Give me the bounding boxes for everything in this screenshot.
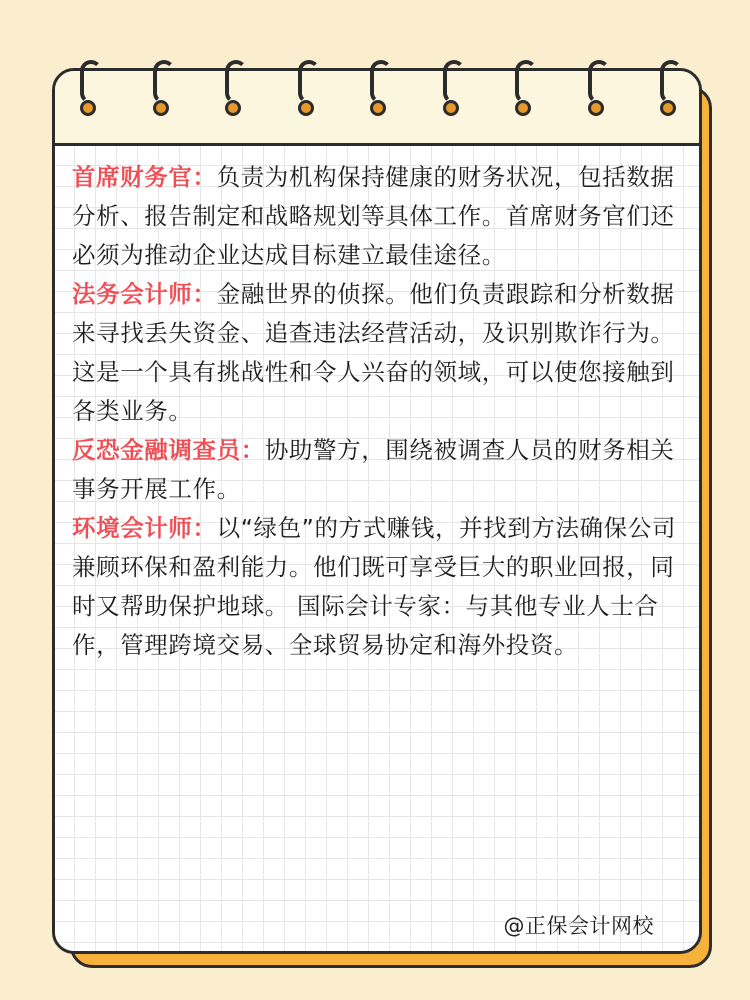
paragraph-text: 协助警方，围绕被调查人员的财务相关事务开展工作。 bbox=[72, 436, 675, 503]
ring-hole-icon bbox=[443, 100, 459, 116]
spiral-ring-icon bbox=[588, 60, 610, 104]
ring-hole-icon bbox=[80, 100, 96, 116]
ring-hole-icon bbox=[588, 100, 604, 116]
ring-hole-icon bbox=[370, 100, 386, 116]
term-label: 法务会计师： bbox=[72, 280, 217, 308]
term-label: 首席财务官： bbox=[72, 163, 217, 191]
paragraph-text: 负责为机构保持健康的财务状况，包括数据分析、报告制定和战略规划等具体工作。首席财务官们还必须为推动企业达成目标建立最佳途径。 bbox=[72, 163, 675, 269]
paragraph-text: 金融世界的侦探。他们负责跟踪和分析数据来寻找丢失资金、追查违法经营活动，及识别欺诈行为。这是一个具有挑战性和令人兴奋的领域，可以使您接触到各类业务。 bbox=[72, 280, 675, 425]
ring-hole-icon bbox=[660, 100, 676, 116]
ring-hole-icon bbox=[225, 100, 241, 116]
spiral-ring-icon bbox=[370, 60, 392, 104]
paragraph-environmental-accountant bbox=[72, 509, 692, 665]
ring-hole-icon bbox=[153, 100, 169, 116]
paragraph-forensic-accountant bbox=[72, 275, 692, 431]
spiral-ring-icon bbox=[515, 60, 537, 104]
term-label: 反恐金融调查员： bbox=[72, 436, 265, 464]
article-body bbox=[72, 158, 692, 665]
paragraph-counter-terror-investigator bbox=[72, 431, 692, 509]
spiral-ring-icon bbox=[660, 60, 682, 104]
ring-hole-icon bbox=[515, 100, 531, 116]
spiral-ring-icon bbox=[80, 60, 102, 104]
paragraph-text: 以“绿色”的方式赚钱，并找到方法确保公司兼顾环保和盈利能力。他们既可享受巨大的职业回报，同时又帮助保护地球。 国际会计专家：与其他专业人士合作，管理跨境交易、全球贸易协定和海外投资。 bbox=[72, 514, 676, 659]
spiral-ring-icon bbox=[153, 60, 175, 104]
term-label: 环境会计师： bbox=[72, 514, 217, 542]
paragraph-cfo bbox=[72, 158, 692, 275]
spiral-ring-icon bbox=[225, 60, 247, 104]
ring-hole-icon bbox=[298, 100, 314, 116]
author-handle: @正保会计网校 bbox=[503, 914, 654, 938]
spiral-ring-icon bbox=[298, 60, 320, 104]
spiral-ring-icon bbox=[443, 60, 465, 104]
